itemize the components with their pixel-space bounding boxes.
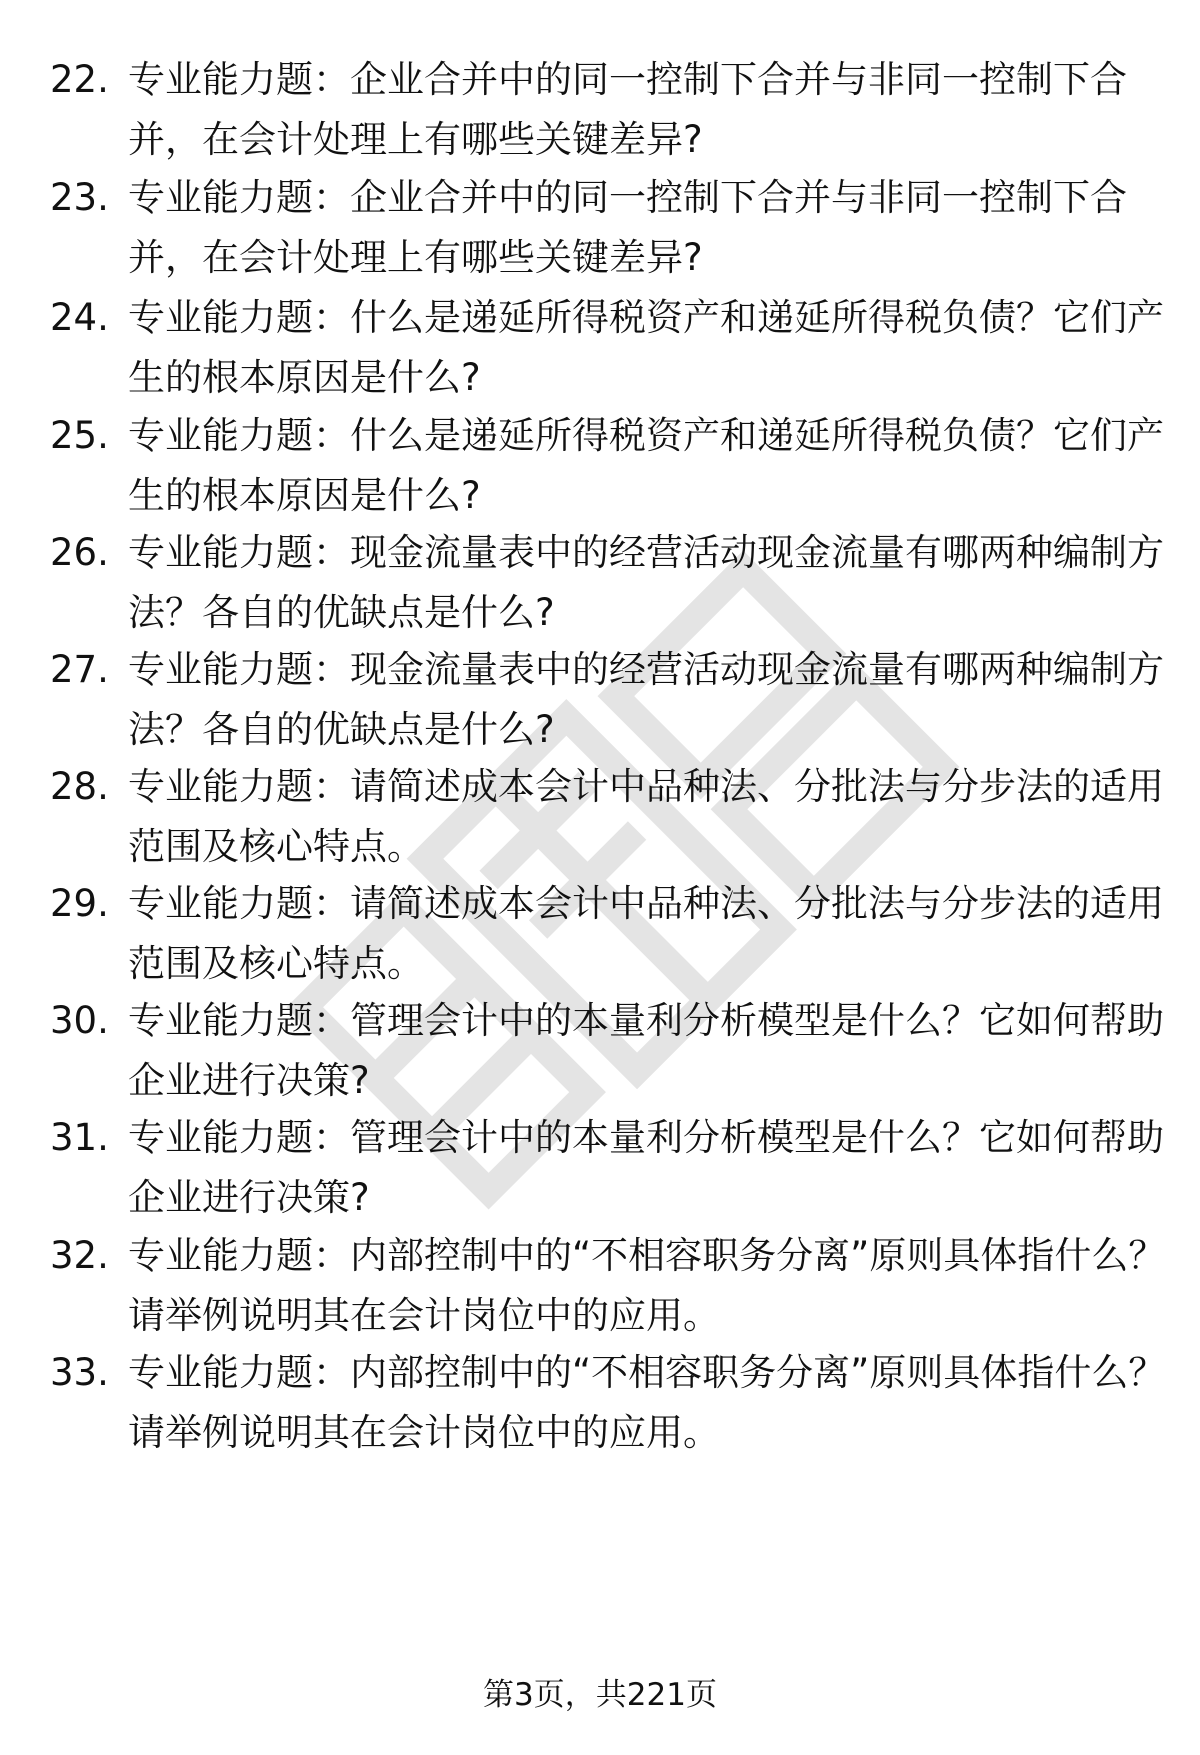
question-number: 23. xyxy=(50,176,109,219)
question-item xyxy=(50,1108,1164,1228)
question-item xyxy=(50,1343,1166,1463)
question-text: 专业能力题：现金流量表中的经营活动现金流量有哪两种编制方法？各自的优缺点是什么? xyxy=(128,531,1164,634)
question-number: 27. xyxy=(50,648,109,691)
question-text: 专业能力题：什么是递延所得税资产和递延所得税负债？它们产生的根本原因是什么? xyxy=(128,414,1164,517)
question-text: 专业能力题：企业合并中的同一控制下合并与非同一控制下合并，在会计处理上有哪些关键差异? xyxy=(128,176,1127,279)
question-number: 30. xyxy=(50,999,109,1042)
question-item xyxy=(50,757,1164,877)
question-text: 专业能力题：管理会计中的本量利分析模型是什么？它如何帮助企业进行决策? xyxy=(128,999,1164,1102)
question-item xyxy=(50,523,1164,643)
question-item xyxy=(50,168,1150,288)
question-item xyxy=(50,288,1164,408)
question-item xyxy=(50,991,1164,1111)
question-text: 专业能力题：什么是递延所得税资产和递延所得税负债？它们产生的根本原因是什么? xyxy=(128,296,1164,399)
question-item xyxy=(50,50,1150,170)
question-number: 31. xyxy=(50,1116,109,1159)
question-text: 专业能力题：内部控制中的“不相容职务分离”原则具体指什么？请举例说明其在会计岗位中的应用。 xyxy=(128,1234,1166,1337)
question-text: 专业能力题：内部控制中的“不相容职务分离”原则具体指什么？请举例说明其在会计岗位中的应用。 xyxy=(128,1351,1166,1454)
page-footer xyxy=(0,1675,1200,1715)
question-text: 专业能力题：现金流量表中的经营活动现金流量有哪两种编制方法？各自的优缺点是什么? xyxy=(128,648,1164,751)
question-number: 22. xyxy=(50,58,109,101)
question-number: 25. xyxy=(50,414,109,457)
question-number: 28. xyxy=(50,765,109,808)
question-number: 29. xyxy=(50,882,109,925)
question-number: 33. xyxy=(50,1351,109,1394)
question-text: 专业能力题：管理会计中的本量利分析模型是什么？它如何帮助企业进行决策? xyxy=(128,1116,1164,1219)
question-text: 专业能力题：请简述成本会计中品种法、分批法与分步法的适用范围及核心特点。 xyxy=(128,765,1164,868)
question-number: 26. xyxy=(50,531,109,574)
question-item xyxy=(50,1226,1166,1346)
question-item xyxy=(50,874,1164,994)
question-text: 专业能力题：请简述成本会计中品种法、分批法与分步法的适用范围及核心特点。 xyxy=(128,882,1164,985)
question-text: 专业能力题：企业合并中的同一控制下合并与非同一控制下合并，在会计处理上有哪些关键差异? xyxy=(128,58,1127,161)
question-number: 32. xyxy=(50,1234,109,1277)
page-number-label: 第3页，共221页 xyxy=(483,1677,717,1713)
question-number: 24. xyxy=(50,296,109,339)
question-item xyxy=(50,640,1164,760)
question-item xyxy=(50,406,1164,526)
